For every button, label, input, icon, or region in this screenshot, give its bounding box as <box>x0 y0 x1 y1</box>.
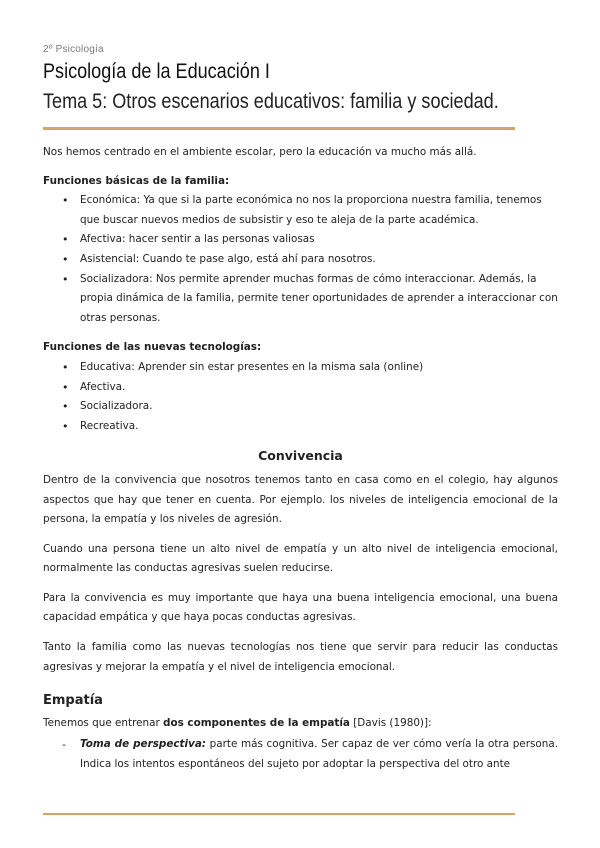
familia-heading: Funciones básicas de la familia: <box>43 174 230 187</box>
empatia-list <box>43 735 558 774</box>
paragraph: Para la convivencia es muy importante que haya una buena inteligencia emocional, una buena capacidad empática y que haya pocas conductas agresivas. <box>43 591 558 624</box>
intro-paragraph: Nos hemos centrado en el ambiente escolar, pero la educación va mucho más allá. <box>43 146 477 158</box>
convivencia-heading: Convivencia <box>258 448 343 464</box>
tecnologias-heading: Funciones de las nuevas tecnologías: <box>43 341 262 354</box>
paragraph: Dentro de la convivencia que nosotros tenemos tanto en casa como en el colegio, hay algunos aspectos que hay que tener en cuenta. Por ejemplo. los niveles de inteligencia emocional de la persona, la empatía y los niveles de agresión. <box>43 473 558 526</box>
list-item: • Asistencial: Cuando te pase algo, está ahí para nosotros. <box>80 250 558 270</box>
list-item: • Económica: Ya que si la parte económica no nos la proporciona nuestra familia, tenemos que buscar nuevos medios de subsistir y eso te aleja de la parte académica. <box>80 191 558 230</box>
header-divider <box>43 127 515 130</box>
list-item: • Afectiva. <box>80 378 558 398</box>
paragraph: Tanto la familia como las nuevas tecnologías nos tiene que servir para reducir las conductas agresivas y mejorar la empatía y el nivel de inteligencia emocional. <box>43 641 558 673</box>
list-item: • Recreativa. <box>80 417 558 437</box>
list-item: • Afectiva: hacer sentir a las personas valiosas <box>80 230 558 250</box>
empatia-lead <box>43 714 558 734</box>
familia-list <box>43 191 558 328</box>
paragraph: Cuando una persona tiene un alto nivel de empatía y un alto nivel de inteligencia emocional, normalmente las conductas agresivas suelen reducirse. <box>43 542 558 575</box>
empatia-lead-start: Tenemos que entrenar <box>43 716 164 729</box>
list-item <box>80 735 558 774</box>
item-term: Toma de perspectiva: <box>80 738 207 751</box>
tecnologias-list <box>43 358 558 436</box>
document-subtitle: Tema 5: Otros escenarios educativos: familia y sociedad. <box>43 90 499 113</box>
document-title: Psicología de la Educación I <box>43 60 270 83</box>
empatia-lead-bold: dos componentes de la empatía <box>163 716 350 729</box>
list-item: • Socializadora. <box>80 397 558 417</box>
list-item: • Socializadora: Nos permite aprender muchas formas de cómo interaccionar. Además, la propia dinámica de la familia, permite tener oportunidades de aprender a interaccionar con otras personas. <box>80 270 558 329</box>
empatia-heading: Empatía <box>43 693 103 709</box>
footer-divider <box>43 813 515 815</box>
list-item: • Educativa: Aprender sin estar presentes en la misma sala (online) <box>80 358 558 378</box>
course-label: 2º Psicología <box>43 44 104 55</box>
empatia-lead-end: [Davis (1980)]: <box>349 716 432 729</box>
document-body <box>43 143 558 775</box>
item-text: parte más cognitiva. Ser capaz de ver cómo vería la otra persona. Indica los intentos espontáneos del sujeto por adoptar la perspectiva del otro ante <box>80 738 558 771</box>
